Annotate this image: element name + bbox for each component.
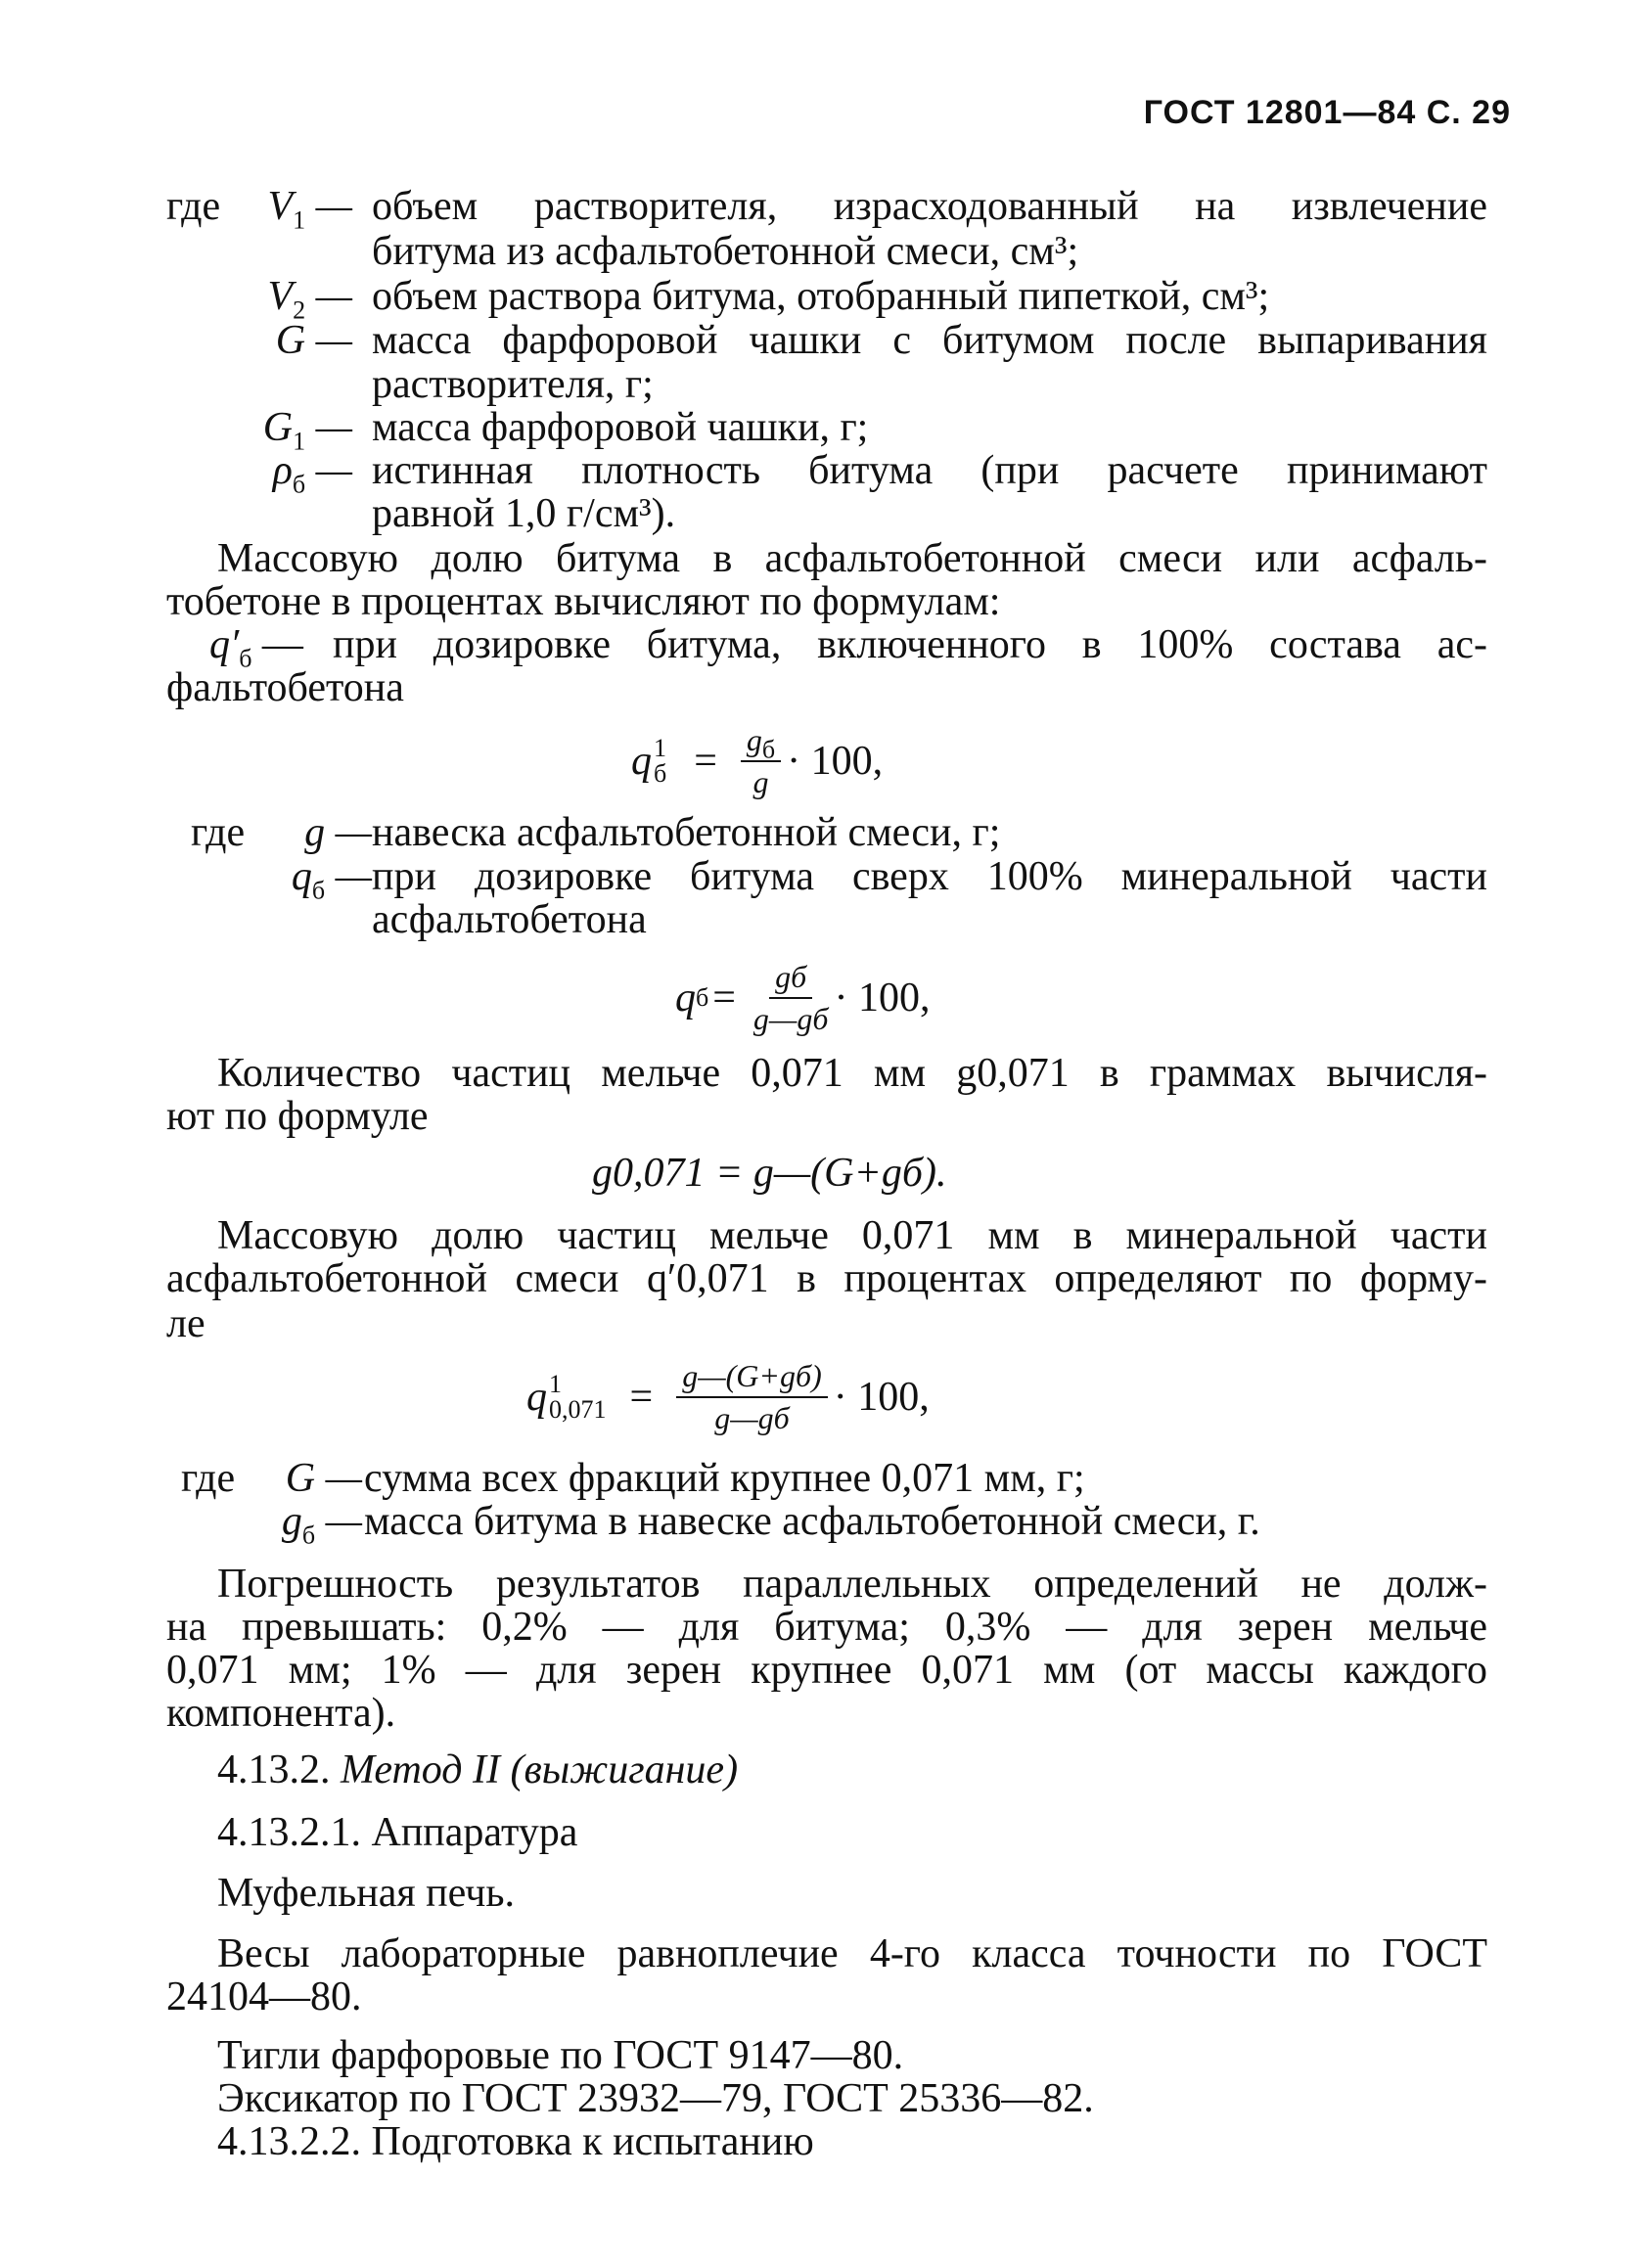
- def-g-sum: сумма всех фракций крупнее 0,071 мм, г;: [364, 1456, 1085, 1501]
- section-4-13-2: 4.13.2. Метод II (выжигание): [217, 1747, 739, 1792]
- formula-3: g0,071 = g—(G+gб).: [592, 1151, 947, 1196]
- para4-line3: 0,071 мм; 1% — для зерен крупнее 0,071 мм (от массы каждого: [166, 1648, 1487, 1693]
- var-q1: $q'_б$ —: [209, 622, 303, 673]
- equip-desiccator: Эксикатор по ГОСТ 23932—79, ГОСТ 25336—82.: [217, 2076, 1094, 2121]
- var-g: G —: [275, 318, 352, 363]
- para4-line1: Погрешность результатов параллельных определений не долж-: [217, 1562, 1487, 1607]
- para2-line1: Количество частиц мельче 0,071 мм g0,071 в граммах вычисля-: [217, 1051, 1487, 1096]
- para4-line2: на превышать: 0,2% — для битума; 0,3% — для зерен мельче: [166, 1605, 1487, 1650]
- def-rho-line1: истинная плотность битума (при расчете принимают: [372, 448, 1487, 493]
- where-label-2: где: [191, 810, 246, 855]
- def-g-line1: масса фарфоровой чашки с битумом после выпаривания: [372, 318, 1487, 363]
- def-gb: масса битума в навеске асфальтобетонной смеси, г.: [364, 1499, 1260, 1544]
- para3-line2: асфальтобетонной смеси q′0,071 в процентах определяют по форму-: [166, 1256, 1487, 1301]
- var-v2: $V_2$ —: [267, 274, 352, 325]
- def-v1-line1: объем растворителя, израсходованный на извлечение: [372, 184, 1487, 229]
- formula-1: q 1 б = $\frac{g_б}{g}$ · 100,: [631, 722, 884, 799]
- para3-line3: ле: [166, 1301, 205, 1346]
- var-rho: $\rho_б$ —: [272, 448, 352, 499]
- q1-line2: фальтобетона: [166, 665, 404, 710]
- equip-crucibles: Тигли фарфоровые по ГОСТ 9147—80.: [217, 2033, 904, 2078]
- para3-line1: Массовую долю частиц мельче 0,071 мм в минеральной части: [217, 1213, 1487, 1258]
- formula-2: q б = $\frac{gб}{g—gб}$ · 100,: [675, 959, 931, 1036]
- def-g-line2: растворителя, г;: [372, 362, 654, 407]
- equip-muffle: Муфельная печь.: [217, 1871, 516, 1916]
- para2-line2: ют по формуле: [166, 1094, 429, 1139]
- where-label: где: [166, 184, 221, 229]
- var-qb: $q_б$ —: [291, 854, 372, 905]
- where-label-3: где: [181, 1456, 236, 1501]
- formula-2-fraction: $\frac{gб}{g—gб}$: [752, 959, 829, 1036]
- section-4-13-2-2: 4.13.2.2. Подготовка к испытанию: [217, 2119, 814, 2164]
- para1-line1: Массовую долю битума в асфальтобетонной смеси или асфаль-: [217, 536, 1487, 581]
- var-gb: $g_б$ —: [281, 1499, 362, 1550]
- def-v1-line2: битума из асфальтобетонной смеси, см³;: [372, 229, 1079, 274]
- def-qb-line2: асфальтобетона: [372, 897, 647, 942]
- def-qb-line1: при дозировке битума сверх 100% минеральной части: [372, 854, 1487, 899]
- equip-scales-line1: Весы лабораторные равноплечие 4-го класса точности по ГОСТ: [217, 1931, 1487, 1976]
- para4-line4: компонента).: [166, 1691, 396, 1736]
- def-g1-line1: масса фарфоровой чашки, г;: [372, 405, 869, 450]
- section-4-13-2-1: 4.13.2.1. Аппаратура: [217, 1810, 578, 1855]
- var-g1: $G_1$ —: [262, 405, 352, 456]
- def-rho-line2: равной 1,0 г/см³).: [372, 491, 676, 536]
- formula-4: q 1 0,071 = $\frac{g—(G+gб)}{g—gб}$ · 100,: [526, 1358, 930, 1435]
- var-v1: $V_1$ —: [267, 184, 352, 235]
- def-v2-line1: объем раствора битума, отобранный пипеткой, см³;: [372, 274, 1270, 319]
- var-g-sample: g —: [304, 810, 372, 855]
- var-g-sum: G —: [285, 1456, 362, 1501]
- equip-scales-line2: 24104—80.: [166, 1974, 362, 2019]
- formula-4-fraction: $\frac{g—(G+gб)}{g—gб}$: [676, 1358, 828, 1436]
- def-g-sample: навеска асфальтобетонной смеси, г;: [372, 810, 1001, 855]
- para1-line2: тобетоне в процентах вычисляют по формулам:: [166, 579, 1001, 624]
- q1-line1: при дозировке битума, включенного в 100% состава ас-: [333, 622, 1487, 667]
- formula-1-fraction: $\frac{g_б}{g}$: [741, 722, 781, 800]
- page-header: ГОСТ 12801—84 С. 29: [1143, 94, 1511, 131]
